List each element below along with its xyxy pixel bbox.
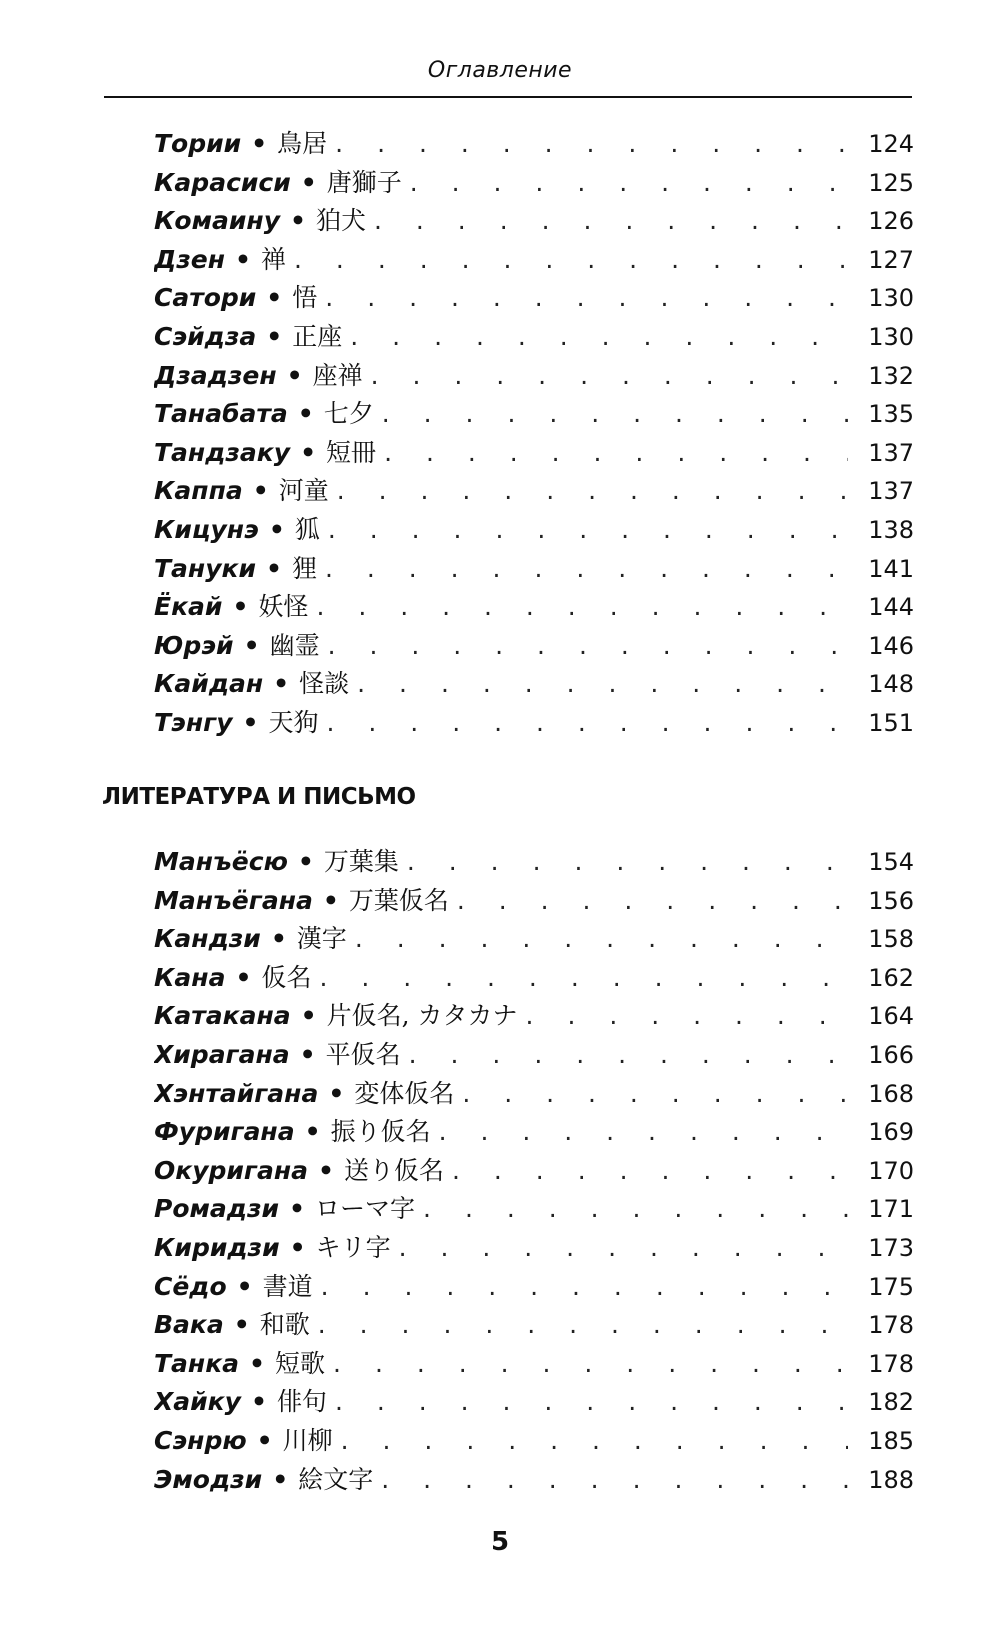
toc-entry <box>154 665 914 704</box>
toc-entry <box>154 627 914 666</box>
entry-page-number: 164 <box>868 1002 914 1031</box>
bullet-separator: • <box>300 1001 317 1031</box>
entry-term: Дзен <box>154 244 226 274</box>
entry-page-number: 132 <box>868 361 914 390</box>
bullet-separator: • <box>256 1425 273 1455</box>
bullet-separator: • <box>328 1078 345 1108</box>
entry-page-number: 125 <box>868 168 914 197</box>
bullet-separator: • <box>300 437 317 467</box>
bullet-separator: • <box>286 360 303 390</box>
toc-entry <box>154 1422 914 1461</box>
entry-page-number: 135 <box>868 400 914 429</box>
toc-entry <box>154 125 914 164</box>
entry-page-number: 126 <box>868 207 914 236</box>
entry-kanji: 振り仮名 <box>330 1117 431 1147</box>
dot-leader <box>371 357 848 395</box>
dot-leader <box>333 1345 848 1383</box>
toc-entry <box>154 395 914 434</box>
entry-kanji: 天狗 <box>268 707 319 737</box>
entry-term: Тории <box>154 129 242 158</box>
entry-page-number: 188 <box>868 1465 914 1494</box>
entry-page-number: 141 <box>868 554 914 583</box>
entry-term: Ёкай <box>154 592 223 622</box>
header-rule <box>104 96 912 98</box>
entry-term: Кайдан <box>154 669 264 699</box>
toc-entry <box>154 704 914 743</box>
entry-page-number: 162 <box>868 963 914 992</box>
toc-entry <box>154 920 914 959</box>
entry-term: Вака <box>154 1310 224 1340</box>
dot-leader <box>318 1306 848 1344</box>
bullet-separator: • <box>249 1348 266 1378</box>
dot-leader <box>407 843 848 881</box>
dot-leader <box>439 1113 848 1151</box>
toc-entry <box>154 1345 914 1384</box>
entry-page-number: 166 <box>868 1040 914 1069</box>
bullet-separator: • <box>272 1464 289 1494</box>
toc-entry <box>154 588 914 627</box>
bullet-separator: • <box>235 962 252 992</box>
page-number: 5 <box>490 1527 510 1557</box>
entry-kanji: 短冊 <box>326 437 377 467</box>
entry-kanji: 正座 <box>292 321 343 351</box>
entry-kanji: 変体仮名 <box>354 1078 455 1108</box>
dot-leader <box>350 318 848 356</box>
dot-leader <box>410 164 848 202</box>
entry-page-number: 148 <box>868 670 914 699</box>
toc-entry <box>154 1036 914 1075</box>
bullet-separator: • <box>268 514 285 544</box>
entry-page-number: 154 <box>868 848 914 876</box>
entry-page-number: 130 <box>868 284 914 313</box>
entry-kanji: 妖怪 <box>258 592 309 622</box>
entry-page-number: 137 <box>868 477 914 506</box>
entry-page-number: 146 <box>868 631 914 660</box>
toc-entry <box>154 882 914 921</box>
entry-page-number: 171 <box>868 1195 914 1224</box>
entry-term: Тандзаку <box>154 437 291 467</box>
bullet-separator: • <box>300 167 317 197</box>
entry-kanji: 鳥居 <box>277 129 328 158</box>
dot-leader <box>423 1190 848 1228</box>
entry-page-number: 156 <box>868 886 914 915</box>
entry-term: Хайку <box>154 1387 241 1417</box>
entry-page-number: 170 <box>868 1156 914 1185</box>
entry-kanji: 狐 <box>294 514 320 544</box>
toc-entry <box>154 1383 914 1422</box>
dot-leader <box>452 1152 848 1190</box>
toc-entry <box>154 1268 914 1307</box>
entry-term: Каппа <box>154 476 243 506</box>
entry-page-number: 138 <box>868 515 914 544</box>
toc-list-mythology <box>154 125 914 743</box>
entry-term: Карасиси <box>154 167 291 197</box>
dot-leader <box>357 665 848 703</box>
entry-page-number: 168 <box>868 1079 914 1108</box>
dot-leader <box>382 395 848 433</box>
entry-kanji: 座禅 <box>312 360 363 390</box>
entry-kanji: 川柳 <box>282 1425 333 1455</box>
dot-leader <box>321 1268 848 1306</box>
dot-leader <box>457 882 848 920</box>
entry-kanji: 短歌 <box>275 1348 326 1378</box>
entry-term: Танка <box>154 1348 240 1378</box>
dot-leader <box>399 1229 848 1267</box>
entry-page-number: 175 <box>868 1272 914 1301</box>
bullet-separator: • <box>236 1271 253 1301</box>
toc-entry <box>154 1306 914 1345</box>
entry-term: Дзадзен <box>154 360 277 390</box>
dot-leader <box>327 704 848 742</box>
dot-leader <box>328 627 848 665</box>
entry-term: Катакана <box>154 1001 291 1031</box>
dot-leader <box>355 920 848 958</box>
toc-entry <box>154 1075 914 1114</box>
bullet-separator: • <box>299 1039 316 1069</box>
entry-page-number: 178 <box>868 1311 914 1340</box>
entry-kanji: 片仮名, カタカナ <box>326 1001 518 1031</box>
entry-page-number: 151 <box>868 708 914 737</box>
bullet-separator: • <box>289 1194 306 1224</box>
bullet-separator: • <box>242 707 259 737</box>
entry-kanji: キリ字 <box>315 1232 391 1262</box>
entry-kanji: 唐獅子 <box>326 167 402 197</box>
bullet-separator: • <box>266 283 283 313</box>
dot-leader <box>409 1036 848 1074</box>
entry-kanji: 俳句 <box>276 1387 327 1417</box>
bullet-separator: • <box>290 206 306 236</box>
dot-leader <box>335 1383 848 1421</box>
running-title: Оглавление <box>427 58 573 83</box>
bullet-separator: • <box>289 1232 306 1262</box>
entry-page-number: 137 <box>868 438 914 467</box>
entry-page-number: 124 <box>868 130 914 158</box>
toc-entry <box>154 550 914 589</box>
dot-leader <box>325 279 848 317</box>
dot-leader <box>316 588 848 626</box>
toc-entry <box>154 1113 914 1152</box>
bullet-separator: • <box>318 1155 334 1185</box>
entry-page-number: 169 <box>868 1118 914 1147</box>
toc-entry <box>154 279 914 318</box>
toc-entry <box>154 318 914 357</box>
dot-leader <box>462 1075 848 1113</box>
bullet-separator: • <box>252 476 269 506</box>
bullet-separator: • <box>297 847 314 876</box>
entry-term: Кицунэ <box>154 514 259 544</box>
entry-page-number: 182 <box>868 1388 914 1417</box>
entry-page-number: 173 <box>868 1233 914 1262</box>
bullet-separator: • <box>233 1310 250 1340</box>
bullet-separator: • <box>266 321 283 351</box>
entry-term: Тануки <box>154 553 256 583</box>
entry-kanji: 万葉集 <box>323 847 399 876</box>
entry-term: Манъёгана <box>154 885 313 915</box>
toc-entry <box>154 959 914 998</box>
toc-entry <box>154 997 914 1036</box>
entry-kanji: 怪談 <box>299 669 350 699</box>
entry-page-number: 144 <box>868 593 914 622</box>
toc-entry <box>154 241 914 280</box>
entry-kanji: 禅 <box>261 244 287 274</box>
entry-page-number: 127 <box>868 245 914 274</box>
entry-kanji: 万葉仮名 <box>348 885 449 915</box>
toc-entry <box>154 202 914 241</box>
entry-term: Хирагана <box>154 1039 290 1069</box>
toc-entry <box>154 843 914 882</box>
entry-term: Киридзи <box>154 1232 280 1262</box>
entry-page-number: 130 <box>868 322 914 351</box>
entry-term: Юрэй <box>154 630 234 660</box>
entry-term: Кандзи <box>154 924 261 954</box>
entry-term: Манъёсю <box>154 847 288 876</box>
bullet-separator: • <box>250 1387 267 1417</box>
entry-kanji: 絵文字 <box>298 1464 374 1494</box>
entry-kanji: 仮名 <box>261 962 312 992</box>
bullet-separator: • <box>273 669 290 699</box>
toc-entry <box>154 511 914 550</box>
section-heading: ЛИТЕРАТУРА И ПИСЬМО <box>102 784 416 810</box>
entry-kanji: 書道 <box>262 1271 313 1301</box>
dot-leader <box>341 1422 848 1460</box>
entry-term: Танабата <box>154 399 288 429</box>
dot-leader <box>328 511 848 549</box>
toc-entry <box>154 1229 914 1268</box>
entry-term: Окуригана <box>154 1155 309 1185</box>
dot-leader <box>384 434 848 472</box>
entry-term: Эмодзи <box>154 1464 263 1494</box>
entry-kanji: 悟 <box>292 283 318 313</box>
entry-kanji: 狸 <box>291 553 317 583</box>
entry-kanji: 幽霊 <box>269 630 320 660</box>
bullet-separator: • <box>265 553 282 583</box>
entry-term: Фуригана <box>154 1117 295 1147</box>
entry-term: Сэйдза <box>154 321 257 351</box>
entry-kanji: ローマ字 <box>315 1194 416 1224</box>
toc-entry <box>154 472 914 511</box>
dot-leader <box>337 472 848 510</box>
bullet-separator: • <box>232 592 249 622</box>
entry-term: Сатори <box>154 283 257 313</box>
bullet-separator: • <box>243 630 260 660</box>
entry-page-number: 158 <box>868 925 914 954</box>
entry-term: Сэнрю <box>154 1425 247 1455</box>
toc-entry <box>154 164 914 203</box>
bullet-separator: • <box>270 924 287 954</box>
bullet-separator: • <box>251 129 268 158</box>
dot-leader <box>319 959 848 997</box>
entry-kanji: 和歌 <box>259 1310 310 1340</box>
dot-leader <box>294 241 848 279</box>
dot-leader <box>325 550 848 588</box>
toc-entry <box>154 1152 914 1191</box>
entry-term: Ромадзи <box>154 1194 280 1224</box>
dot-leader <box>374 202 848 240</box>
entry-kanji: 河童 <box>278 476 329 506</box>
bullet-separator: • <box>304 1117 321 1147</box>
entry-kanji: 平仮名 <box>325 1039 401 1069</box>
entry-term: Кана <box>154 962 226 992</box>
entry-kanji: 送り仮名 <box>344 1155 445 1185</box>
dot-leader <box>335 125 848 163</box>
bullet-separator: • <box>235 244 252 274</box>
dot-leader <box>526 997 848 1035</box>
entry-term: Сёдо <box>154 1271 227 1301</box>
toc-entry <box>154 1190 914 1229</box>
toc-list-literature <box>154 843 914 1499</box>
bullet-separator: • <box>297 399 314 429</box>
entry-term: Комаину <box>154 206 281 236</box>
entry-page-number: 178 <box>868 1349 914 1378</box>
entry-term: Тэнгу <box>154 707 233 737</box>
entry-kanji: 狛犬 <box>316 206 367 236</box>
bullet-separator: • <box>322 885 339 915</box>
dot-leader <box>381 1461 848 1499</box>
entry-kanji: 七夕 <box>323 399 374 429</box>
entry-page-number: 185 <box>868 1426 914 1455</box>
entry-kanji: 漢字 <box>296 924 347 954</box>
toc-entry <box>154 357 914 396</box>
entry-term: Хэнтайгана <box>154 1078 319 1108</box>
toc-entry <box>154 1461 914 1500</box>
toc-entry <box>154 434 914 473</box>
